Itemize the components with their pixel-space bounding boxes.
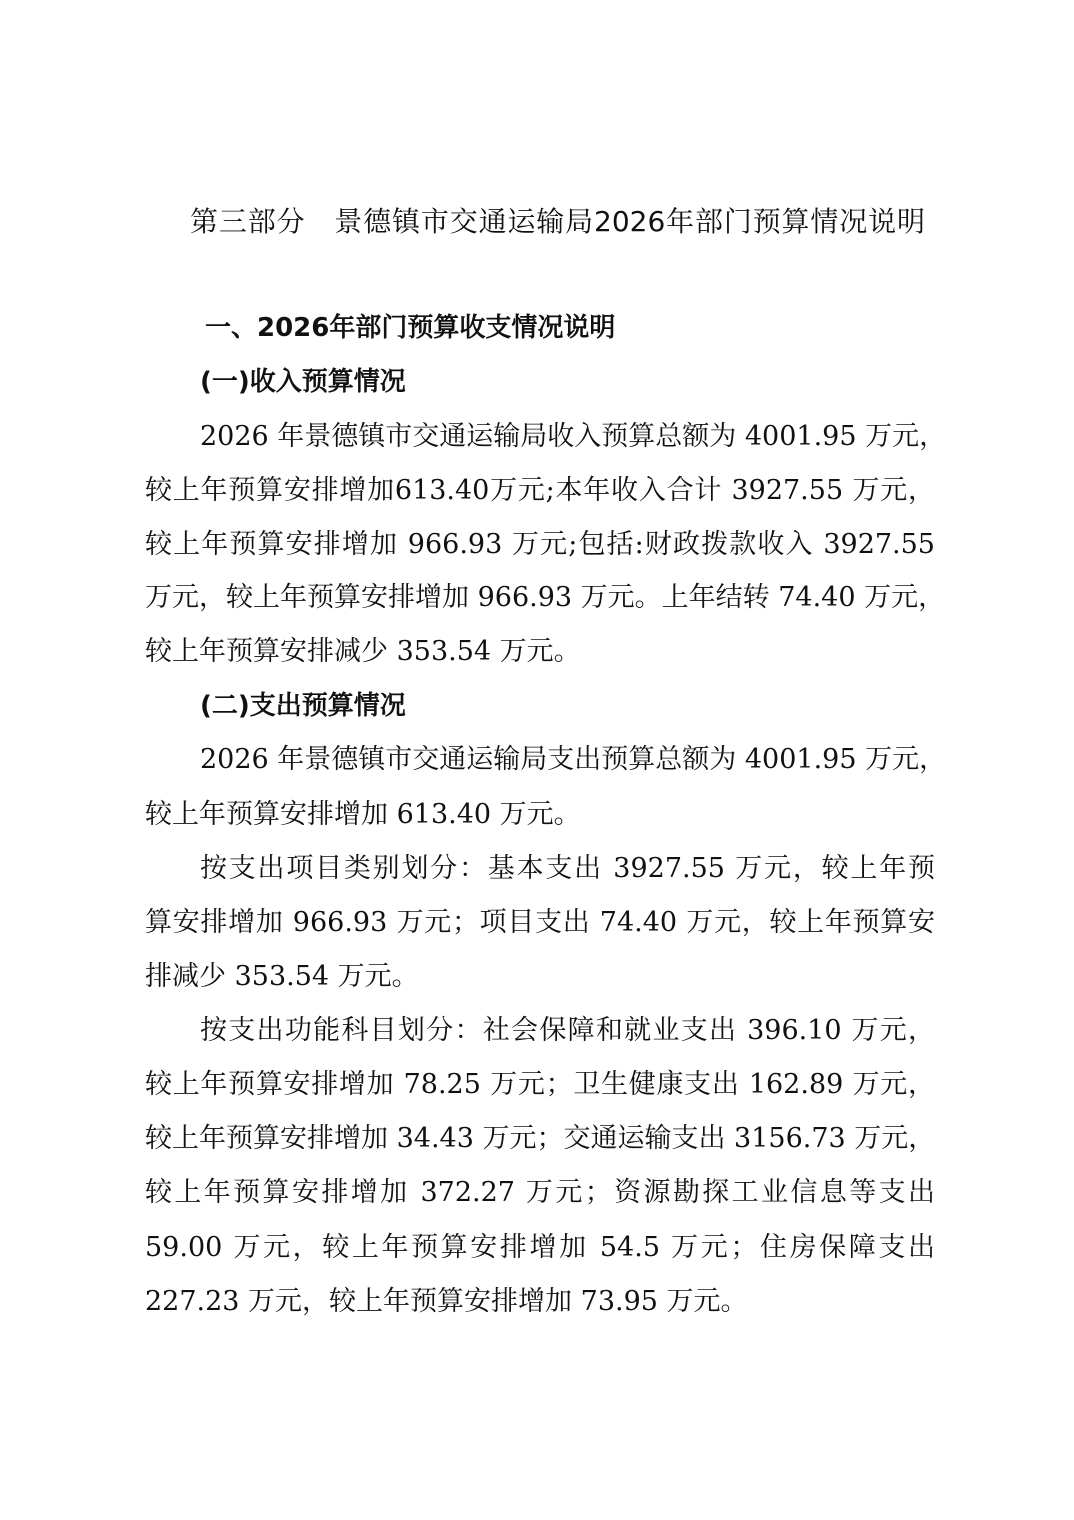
paragraph-line: 较上年预算安排增加 966.93 万元;包括:财政拨款收入 3927.55 <box>145 529 935 560</box>
paragraph-line: 较上年预算安排增加613.40万元;本年收入合计 3927.55 万元， <box>145 475 935 506</box>
paragraph-line: 按支出功能科目划分：社会保障和就业支出 396.10 万元， <box>200 1015 935 1046</box>
paragraph-line: 万元，较上年预算安排增加 966.93 万元。上年结转 74.40 万元， <box>145 582 946 613</box>
subsection-heading-expense: (二)支出预算情况 <box>200 691 406 721</box>
paragraph-line: 较上年预算安排增加 34.43 万元；交通运输支出 3156.73 万元， <box>145 1123 936 1154</box>
paragraph-line: 排减少 353.54 万元。 <box>145 961 419 992</box>
paragraph-line: 较上年预算安排增加 78.25 万元；卫生健康支出 162.89 万元， <box>145 1069 935 1100</box>
section-heading: 一、2026年部门预算收支情况说明 <box>205 313 616 343</box>
paragraph-line: 227.23 万元，较上年预算安排增加 73.95 万元。 <box>145 1286 748 1317</box>
paragraph-line: 59.00 万元，较上年预算安排增加 54.5 万元；住房保障支出 <box>145 1232 935 1263</box>
subsection-heading-income: (一)收入预算情况 <box>200 367 406 397</box>
paragraph-line: 2026 年景德镇市交通运输局收入预算总额为 4001.95 万元， <box>200 421 947 452</box>
paragraph-line: 2026 年景德镇市交通运输局支出预算总额为 4001.95 万元， <box>200 744 947 775</box>
paragraph-line: 算安排增加 966.93 万元；项目支出 74.40 万元，较上年预算安 <box>145 907 935 938</box>
paragraph-line: 较上年预算安排增加 613.40 万元。 <box>145 799 581 830</box>
paragraph-line: 较上年预算安排增加 372.27 万元；资源勘探工业信息等支出 <box>145 1177 935 1208</box>
paragraph-line: 按支出项目类别划分：基本支出 3927.55 万元，较上年预 <box>200 853 935 884</box>
document-title: 第三部分 景德镇市交通运输局2026年部门预算情况说明 <box>190 205 925 238</box>
paragraph-line: 较上年预算安排减少 353.54 万元。 <box>145 636 581 667</box>
